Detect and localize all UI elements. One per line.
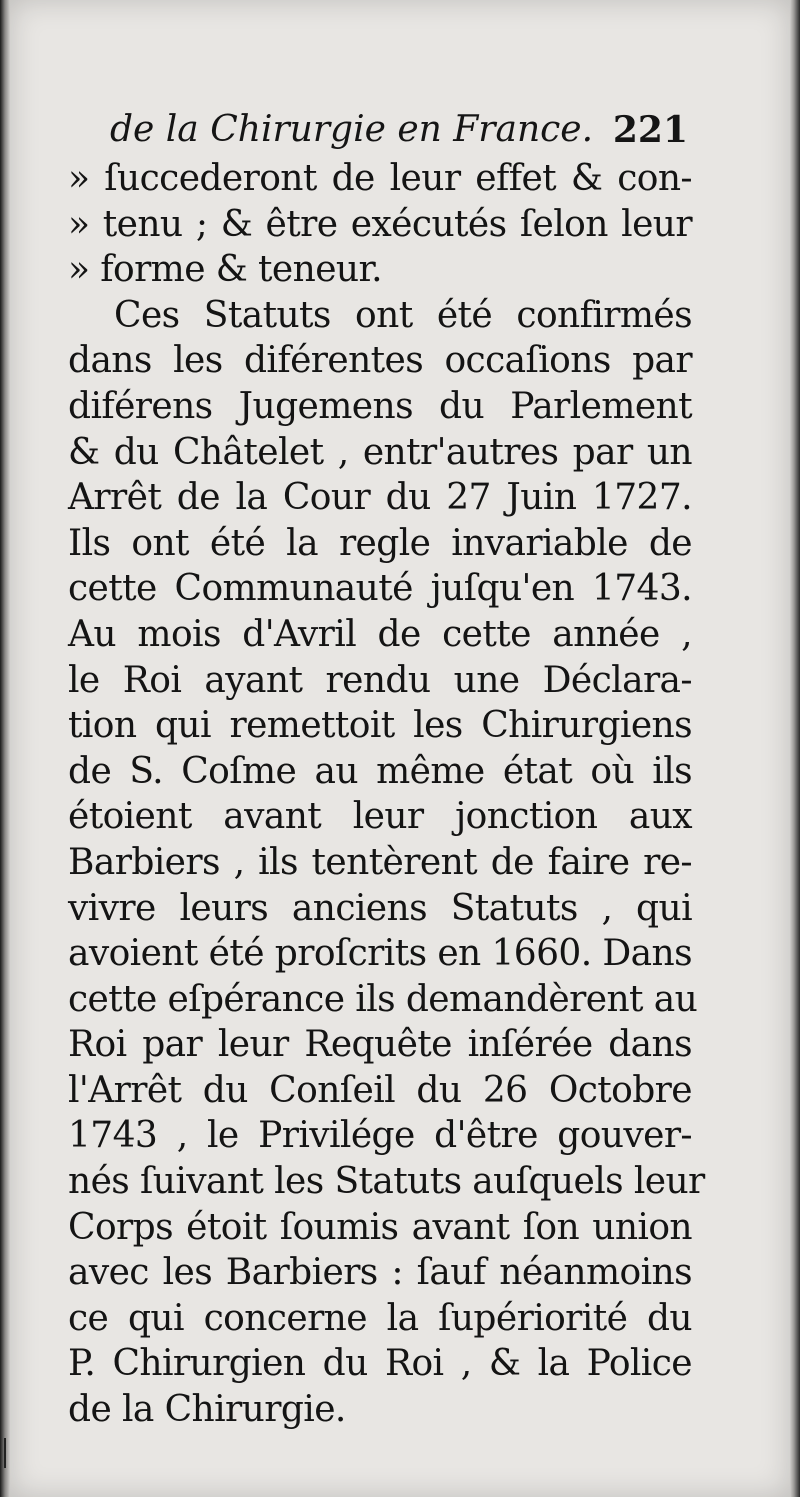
running-title: de la Chirurgie en France.: [110, 109, 594, 150]
text-line: & du Châtelet , entr'autres par un: [68, 431, 692, 473]
text-line: de la Chirurgie.: [68, 1389, 346, 1431]
text-line: dans les diférentes occaſions par: [68, 340, 692, 382]
text-line: P. Chirurgien du Roi , & la Police: [68, 1343, 692, 1385]
text-line: Arrêt de la Cour du 27 Juin 1727.: [68, 477, 692, 519]
text-line: tion qui remettoit les Chirurgiens: [68, 705, 692, 747]
text-line: nés ſuivant les Statuts auſquels leur: [68, 1161, 705, 1203]
text-line: Ils ont été la regle invariable de: [68, 522, 692, 564]
text-line: Barbiers , ils tentèrent de faire re-: [68, 841, 692, 883]
text-line: de S. Coſme au même état où ils: [68, 750, 692, 792]
text-line: avoient été proſcrits en 1660. Dans: [68, 933, 692, 975]
running-head: [110, 104, 690, 156]
text-line: Roi par leur Requête inſérée dans: [68, 1024, 692, 1066]
text-line: cette eſpérance ils demandèrent au: [68, 978, 698, 1020]
body-text: [68, 156, 705, 1433]
text-line: » tenu ; & être exécutés ſelon leur: [68, 203, 692, 245]
margin-mark: [4, 1438, 6, 1468]
text-line: vivre leurs anciens Statuts , qui: [68, 887, 692, 929]
text-line: Ces Statuts ont été confirmés: [114, 294, 692, 336]
text-line: » ſuccederont de leur effet & con-: [68, 158, 692, 199]
text-line: cette Communauté juſqu'en 1743.: [68, 568, 692, 610]
text-line: ce qui concerne la ſupériorité du: [68, 1297, 692, 1339]
text-line: Au mois d'Avril de cette année ,: [68, 613, 692, 655]
text-line: » forme & teneur.: [68, 249, 382, 291]
text-line: le Roi ayant rendu une Déclara-: [68, 659, 692, 701]
text-line: 1743 , le Privilége d'être gouver-: [68, 1115, 692, 1157]
text-line: avec les Barbiers : ſauf néanmoins: [68, 1252, 692, 1294]
text-line: diférens Jugemens du Parlement: [68, 385, 692, 427]
page-number: 221: [612, 109, 688, 151]
page-edge-right: [790, 0, 800, 1497]
text-line: étoient avant leur jonction aux: [68, 796, 692, 838]
text-line: l'Arrêt du Conſeil du 26 Octobre: [68, 1069, 692, 1111]
text-line: Corps étoit ſoumis avant ſon union: [68, 1206, 692, 1248]
page-gutter-left: [0, 0, 10, 1497]
book-page: [10, 0, 790, 1497]
